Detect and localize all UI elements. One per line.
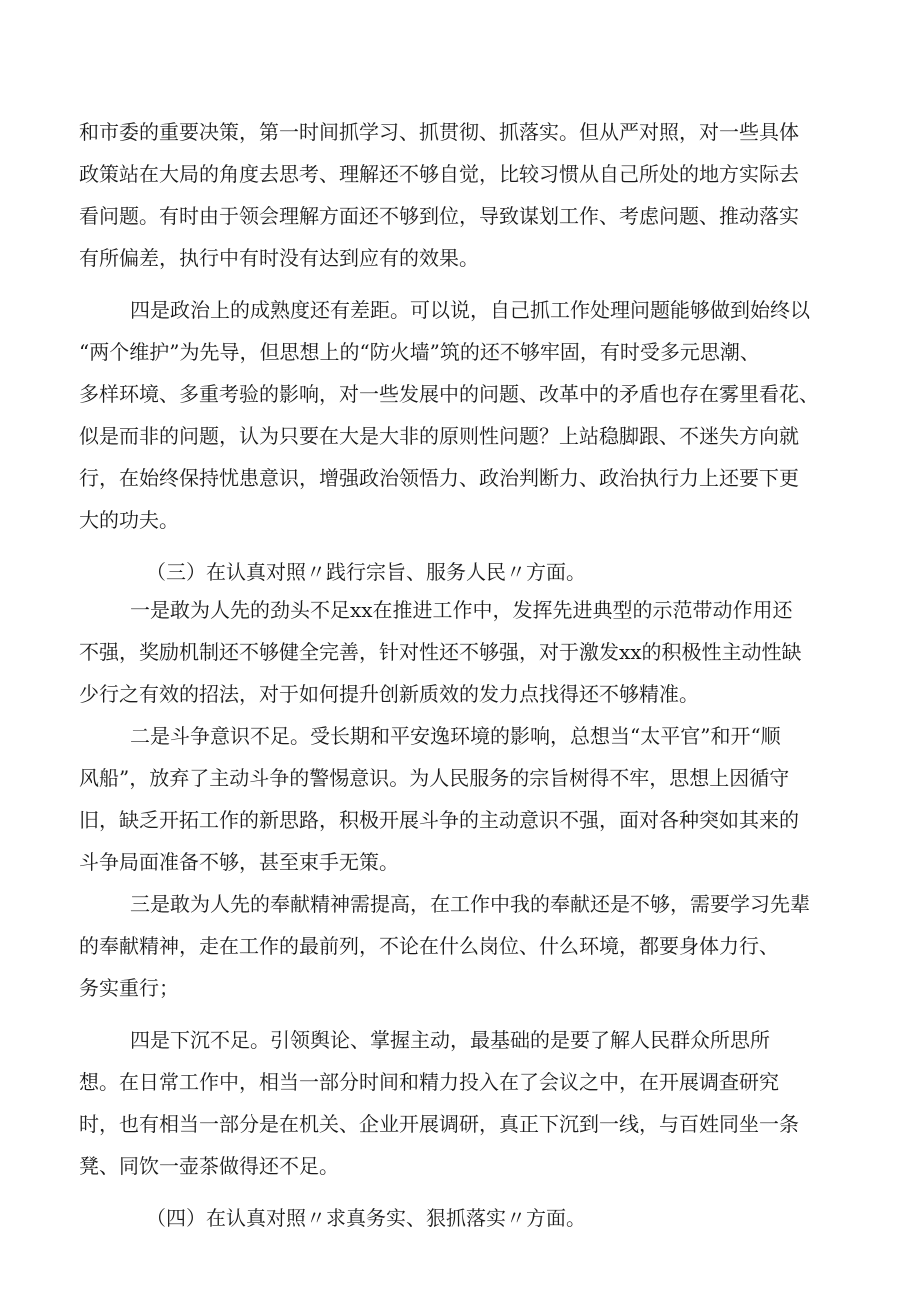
paragraph-line: 少行之有效的招法，对于如何提升创新质效的发力点找得还不够精准。 <box>79 682 699 706</box>
paragraph-line: 务实重行； <box>79 976 179 1000</box>
paragraph-line: 和市委的重要决策，第一时间抓学习、抓贯彻、抓落实。但从严对照，对一些具体 <box>79 120 799 144</box>
paragraph-line: 想。在日常工作中，相当一部分时间和精力投入在了会议之中，在开展调查研究 <box>79 1070 779 1094</box>
paragraph-line: 的奉献精神，走在工作的最前列，不论在什么岗位、什么环境，都要身体力行、 <box>79 934 779 958</box>
paragraph-line: 二是斗争意识不足。受长期和平安逸环境的影响，总想当“太平官”和开“顺 <box>130 724 781 748</box>
paragraph-line: 凳、同饮一壶茶做得还不足。 <box>79 1154 339 1178</box>
paragraph-line: 时，也有相当一部分是在机关、企业开展调研，真正下沉到一线，与百姓同坐一条 <box>79 1112 799 1136</box>
paragraph-line: 看问题。有时由于领会理解方面还不够到位，导致谋划工作、考虑问题、推动落实 <box>79 204 799 228</box>
paragraph-line: 行，在始终保持忧患意识，增强政治领悟力、政治判断力、政治执行力上还要下更 <box>79 466 799 490</box>
paragraph-line: 似是而非的问题，认为只要在大是大非的原则性问题？上站稳脚跟、不迷失方向就 <box>79 424 799 448</box>
paragraph-line: 不强，奖励机制还不够健全完善，针对性还不够强，对于激发xx的积极性主动性缺 <box>79 640 802 664</box>
paragraph-line: 斗争局面准备不够，甚至束手无策。 <box>79 850 399 874</box>
paragraph-line: 三是敢为人先的奉献精神需提高，在工作中我的奉献还是不够，需要学习先辈 <box>130 892 810 916</box>
paragraph-line: 四是政治上的成熟度还有差距。可以说，自己抓工作处理问题能够做到始终以 <box>130 298 810 322</box>
paragraph-line: 风船”，放弃了主动斗争的警惕意识。为人民服务的宗旨树得不牢，思想上因循守 <box>79 766 790 790</box>
paragraph-line: 有所偏差，执行中有时没有达到应有的效果。 <box>79 246 479 270</box>
paragraph-line: 大的功夫。 <box>79 508 179 532</box>
section-heading: （四）在认真对照〃求真务实、狠抓落实〃方面。 <box>146 1206 586 1230</box>
paragraph-line: 四是下沉不足。引领舆论、掌握主动，最基础的是要了解人民群众所思所 <box>130 1028 770 1052</box>
paragraph-line: 政策站在大局的角度去思考、理解还不够自觉，比较习惯从自己所处的地方实际去 <box>79 162 799 186</box>
section-heading: （三）在认真对照〃践行宗旨、服务人民〃方面。 <box>146 560 586 584</box>
paragraph-line: 旧，缺乏开拓工作的新思路，积极开展斗争的主动意识不强，面对各种突如其来的 <box>79 808 799 832</box>
paragraph-line: 多样环境、多重考验的影响，对一些发展中的问题、改革中的矛盾也存在雾里看花、 <box>79 382 819 406</box>
paragraph-line: 一是敢为人先的劲头不足xx在推进工作中，发挥先进典型的示范带动作用还 <box>130 598 793 622</box>
paragraph-line: “两个维护”为先导，但思想上的“防火墙”筑的还不够牢固，有时受多元思潮、 <box>79 340 760 364</box>
